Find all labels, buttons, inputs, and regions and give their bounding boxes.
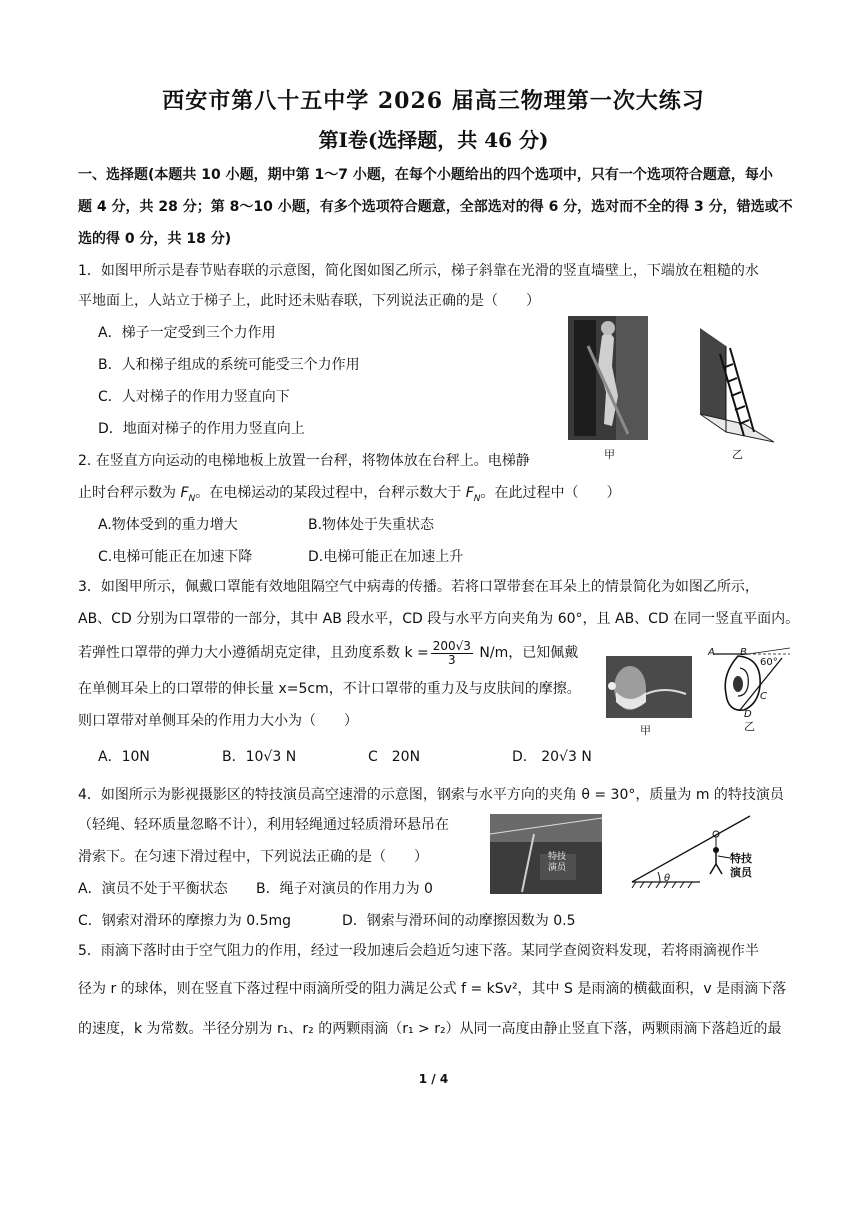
q1-fig-label-jia: 甲 — [604, 448, 615, 461]
q1-photo-figure — [568, 316, 648, 440]
section-instruction-line3: 选的得 0 分，共 18 分) — [78, 231, 232, 247]
q5-stem-line3: 的速度，k 为常数。半径分别为 r₁、r₂ 的两颗雨滴（r₁ > r₂）从同一高度由静止竖直下落，两颗雨滴下落趋近的最 — [78, 1021, 782, 1037]
q4-photo-caption: 特技 演员 — [548, 852, 567, 873]
page-number: 1 / 4 — [418, 1072, 449, 1086]
q1-option-a: A．梯子一定受到三个力作用 — [98, 325, 276, 341]
q2-option-d: D.电梯可能正在加速上升 — [308, 549, 464, 565]
q3-stem-line5: 则口罩带对单侧耳朵的作用力大小为（ ） — [78, 713, 358, 729]
q1-ladder-diagram — [698, 328, 776, 446]
q3-spring-constant-fraction: $\frac{200√3}{3}$ — [432, 638, 471, 667]
q1-option-b: B．人和梯子组成的系统可能受三个力作用 — [98, 357, 360, 373]
q3-point-c: C — [760, 691, 767, 702]
q2-fn-symbol-2: $F_N$ — [465, 485, 481, 504]
section-instruction-line2: 题 4 分，共 28 分；第 8～10 小题，有多个选项符合题意，全部选对的得 6 分，选对而不全的得 3 分，错选或不 — [78, 199, 793, 215]
q1-option-c: C．人对梯子的作用力竖直向下 — [98, 389, 290, 405]
q4-stem-line1: 4．如图所示为影视摄影区的特技演员高空速滑的示意图，钢索与水平方向的夹角 θ = 30°，质量为 m 的特技演员 — [78, 787, 784, 803]
q2-stem-line1: 2. 在竖直方向运动的电梯地板上放置一台秤，将物体放在台秤上。电梯静 — [78, 453, 530, 469]
q3-point-d: D — [744, 709, 752, 720]
q3-stem-line1: 3．如图甲所示，佩戴口罩能有效地阻隔空气中病毒的传播。若将口罩带套在耳朵上的情景简化为如图乙所示， — [78, 579, 759, 595]
q3-option-b: B．10√3 N — [222, 749, 297, 765]
q3-angle-label: 60° — [760, 657, 778, 668]
q2-option-b: B.物体处于失重状态 — [308, 517, 435, 533]
q4-theta-label: θ — [664, 873, 671, 884]
q1-stem-line2: 平地面上，人站立于梯子上，此时还未贴春联，下列说法正确的是（ ） — [78, 293, 540, 309]
q3-option-c: C 20N — [368, 749, 421, 765]
q4-option-a: A．演员不处于平衡状态 — [78, 881, 228, 897]
q2-fn-symbol: $F_N$ — [180, 485, 196, 504]
exam-subtitle: 第Ⅰ卷(选择题，共 46 分) — [318, 128, 549, 152]
exam-title: 西安市第八十五中学 2026 届高三物理第一次大练习 — [162, 88, 705, 114]
q3-stem-line2: AB、CD 分别为口罩带的一部分，其中 AB 段水平，CD 段与水平方向夹角为 60°，且 AB、CD 在同一竖直平面内。 — [78, 611, 800, 627]
q4-stem-line2: （轻绳、轻环质量忽略不计），利用轻绳通过轻质滑环悬吊在 — [78, 817, 449, 833]
q2-option-c: C.电梯可能正在加速下降 — [98, 549, 253, 565]
q3-stem-line4: 在单侧耳朵上的口罩带的伸长量 x=5cm，不计口罩带的重力及与皮肤间的摩擦。 — [78, 681, 581, 697]
q2-stem-line2: 止时台秤示数为 $F_N$。在电梯运动的某段过程中，台秤示数大于 $F_N$。在此过程中（ ） — [78, 485, 621, 504]
q3-fig-label-jia: 甲 — [640, 724, 651, 737]
q5-stem-line2: 径为 r 的球体，则在竖直下落过程中雨滴所受的阻力满足公式 f = kSv²，其中 S 是雨滴的横截面积，v 是雨滴下落 — [78, 981, 787, 997]
q4-option-d: D．钢索与滑环间的动摩擦因数为 0.5 — [342, 913, 576, 929]
q1-fig-label-yi: 乙 — [732, 448, 743, 461]
q3-mask-photo — [606, 656, 692, 718]
q1-stem-line1: 1．如图甲所示是春节贴春联的示意图，简化图如图乙所示，梯子斜靠在光滑的竖直墙壁上，下端放在粗糙的水 — [78, 263, 759, 279]
q3-ear-diagram — [704, 644, 800, 728]
q3-stem-line3: 若弹性口罩带的弹力大小遵循胡克定律，且劲度系数 k = $\frac{200√3}{3}$ N/m，已知佩戴 — [78, 638, 579, 667]
q4-option-b: B．绳子对演员的作用力为 0 — [256, 881, 433, 897]
q3-option-a: A．10N — [98, 749, 150, 765]
q4-stem-line3: 滑索下。在匀速下滑过程中，下列说法正确的是（ ） — [78, 849, 428, 865]
q4-stunt-photo — [490, 814, 602, 894]
q5-stem-line1: 5．雨滴下落时由于空气阻力的作用，经过一段加速后会趋近匀速下落。某同学查阅资料发现，若将雨滴视作半 — [78, 943, 759, 959]
q4-option-c: C．钢索对滑环的摩擦力为 0.5mg — [78, 913, 292, 929]
q3-fig-label-yi: 乙 — [744, 720, 755, 733]
q4-diagram-caption: 特技 演员 — [730, 852, 752, 879]
q2-option-a: A.物体受到的重力增大 — [98, 517, 238, 533]
q1-option-d: D．地面对梯子的作用力竖直向上 — [98, 421, 305, 437]
q3-point-b: B — [740, 647, 747, 658]
q3-point-a: A — [708, 647, 715, 658]
section-instruction-line1: 一、选择题(本题共 10 小题，期中第 1～7 小题，在每个小题给出的四个选项中，只有一个选项符合题意，每小 — [78, 167, 773, 183]
q3-option-d: D. 20√3 N — [512, 749, 592, 765]
